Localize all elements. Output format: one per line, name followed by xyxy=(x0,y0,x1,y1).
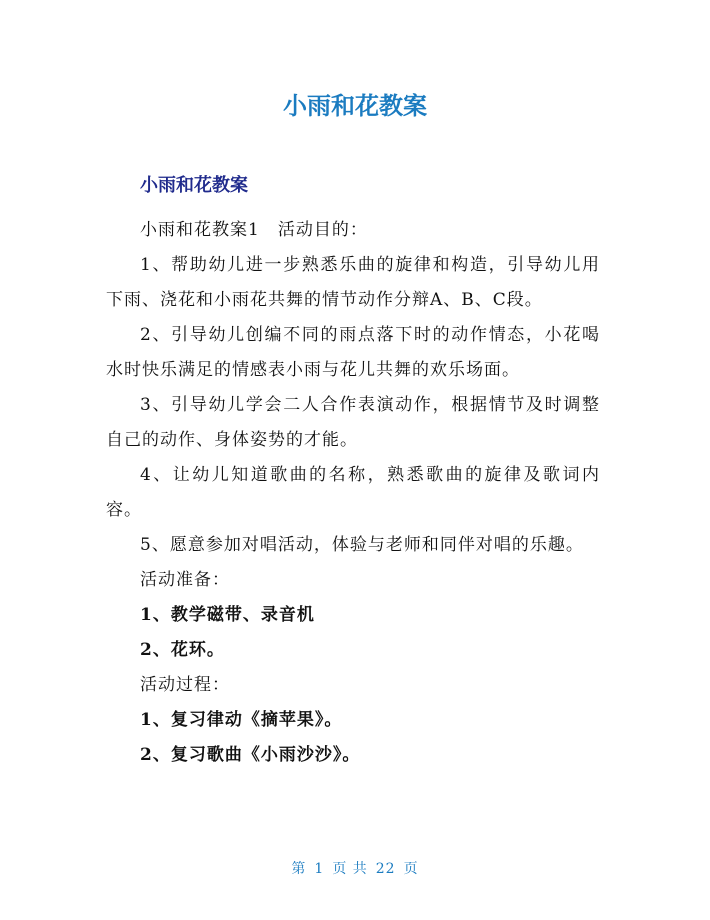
paragraph: 活动准备： xyxy=(140,570,230,590)
footer-total-pages: 22 xyxy=(375,861,396,877)
footer-middle: 页 共 xyxy=(332,861,368,877)
paragraph: 5、愿意参加对唱活动，体验与老师和同伴对唱的乐趣。 xyxy=(140,535,584,555)
paragraph: 4、让幼儿知道歌曲的名称，熟悉歌曲的旋律及歌词内容。 xyxy=(106,465,600,520)
footer-current-page: 1 xyxy=(314,861,325,877)
paragraph: 小雨和花教案1 活动目的： xyxy=(140,220,368,240)
paragraph: 1、教学磁带、录音机 xyxy=(140,605,315,625)
paragraph: 2、花环。 xyxy=(140,640,225,660)
paragraph: 1、帮助幼儿进一步熟悉乐曲的旋律和构造，引导幼儿用下雨、浇花和小雨花共舞的情节动作分辩A、B、C段。 xyxy=(106,255,600,310)
paragraph: 3、引导幼儿学会二人合作表演动作，根据情节及时调整自己的动作、身体姿势的才能。 xyxy=(106,395,600,450)
footer-prefix: 第 xyxy=(291,861,307,877)
document-title: 小雨和花教案 xyxy=(283,92,427,120)
section-heading: 小雨和花教案 xyxy=(140,175,248,196)
document-body xyxy=(106,213,600,773)
paragraph: 1、复习律动《摘苹果》。 xyxy=(140,710,343,730)
page-footer xyxy=(0,858,710,880)
paragraph: 2、复习歌曲《小雨沙沙》。 xyxy=(140,745,361,765)
paragraph: 2、引导幼儿创编不同的雨点落下时的动作情态，小花喝水时快乐满足的情感表小雨与花儿共舞的欢乐场面。 xyxy=(106,325,600,380)
paragraph: 活动过程： xyxy=(140,675,230,695)
footer-suffix: 页 xyxy=(403,861,419,877)
